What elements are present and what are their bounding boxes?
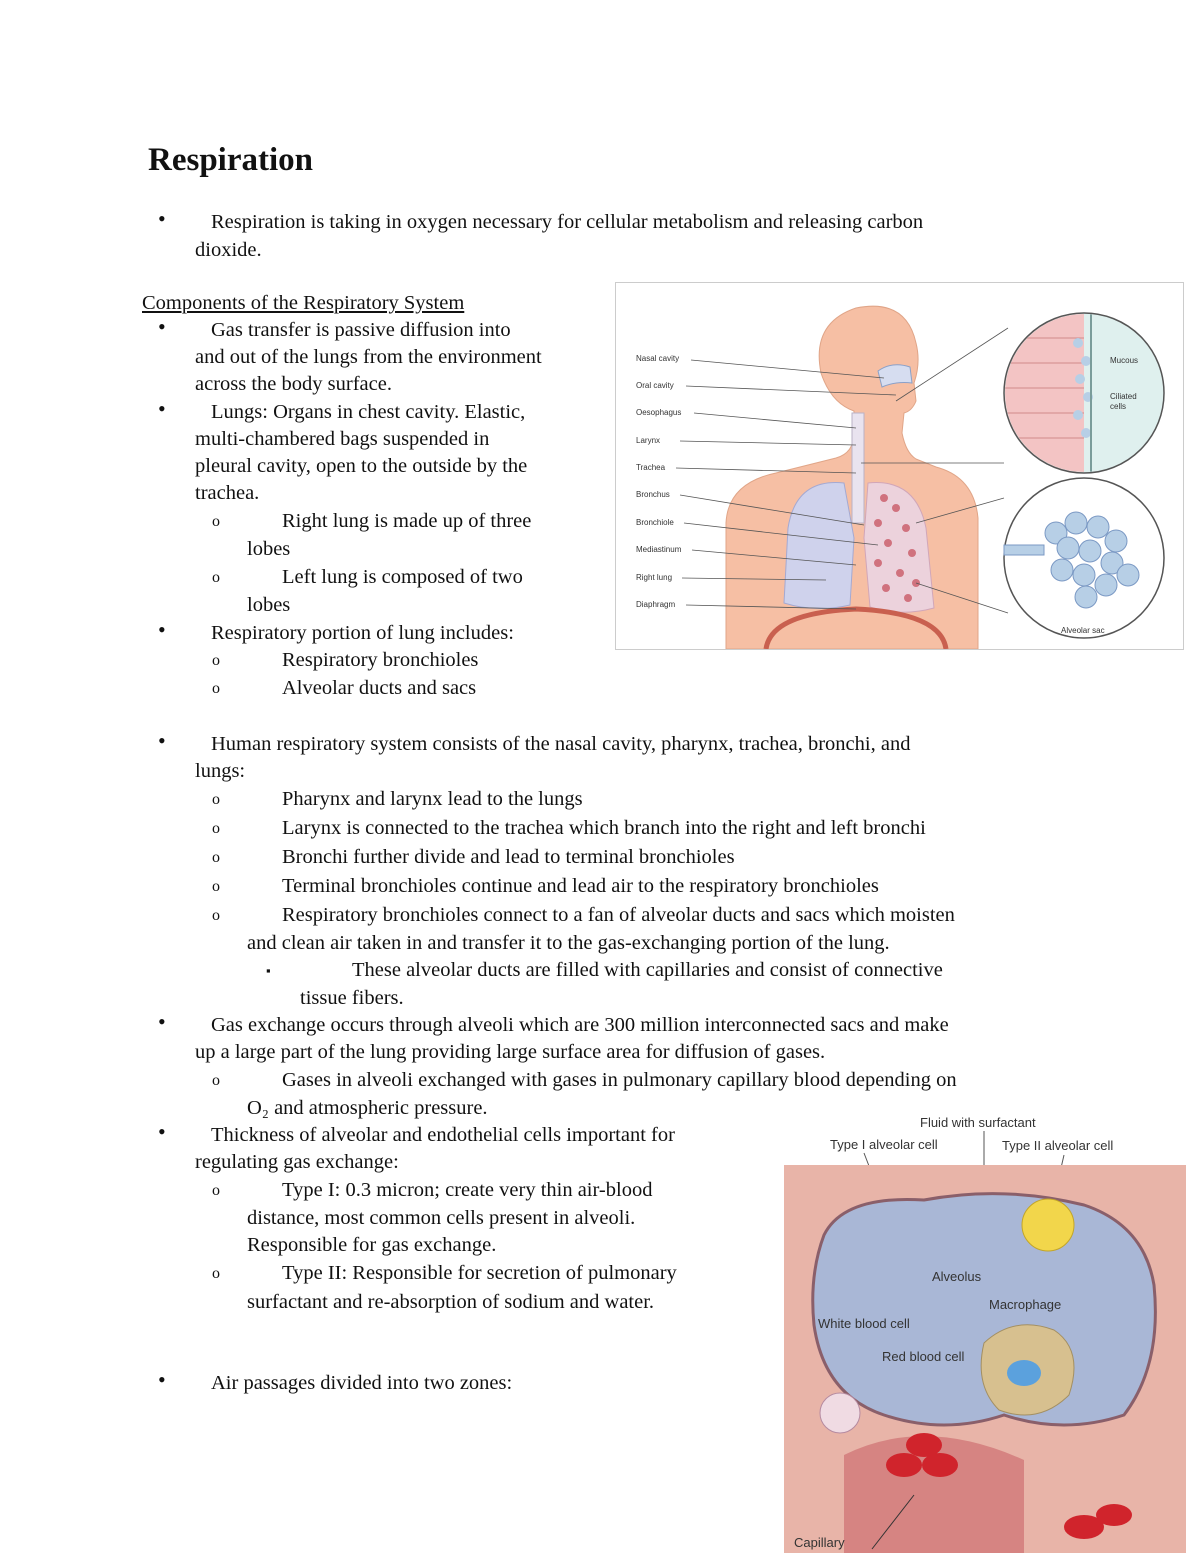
white-blood-cell [820,1393,860,1433]
list-item: Bronchi further divide and lead to terminal bronchioles [282,846,735,868]
list-item: Alveolar ducts and sacs [282,677,477,699]
list-item: lungs: [195,760,246,782]
section-heading: Components of the Respiratory System [142,292,465,314]
list-item: surfactant and re-absorption of sodium and water. [247,1291,655,1313]
bullet-disc: • [158,728,166,753]
label-fluid-surfactant: Fluid with surfactant [920,1115,1036,1130]
list-item: Respiratory bronchioles [282,649,479,671]
list-item: Respiratory bronchioles connect to a fan of alveolar ducts and sacs which moisten [282,904,955,926]
label-white-blood-cell: White blood cell [818,1316,910,1331]
list-item: tissue fibers. [300,987,404,1009]
bullet-disc: • [158,396,166,421]
list-item: Responsible for gas exchange. [247,1234,497,1256]
bullet-disc: • [158,1119,166,1144]
label-alveolar-sac: Alveolar sac [1061,626,1105,635]
list-item: across the body surface. [195,373,392,395]
bullet-circle: o [212,652,220,669]
list-item: lobes [247,538,291,560]
list-item: multi-chambered bags suspended in [195,428,490,450]
list-item: Pharynx and larynx lead to the lungs [282,788,583,810]
label-bronchus: Bronchus [636,490,670,499]
list-item: trachea. [195,482,260,504]
list-item: O₂ and atmospheric pressure. [247,1097,488,1119]
list-item: and out of the lungs from the environment [195,346,542,368]
label-type1-cell: Type I alveolar cell [830,1137,938,1152]
label-right-lung: Right lung [636,573,673,582]
bullet-disc: • [158,617,166,642]
bullet-circle: o [212,849,220,866]
respiratory-system-figure [615,282,1184,650]
list-item: and clean air taken in and transfer it to the gas-exchanging portion of the lung. [247,932,890,954]
list-item: up a large part of the lung providing large surface area for diffusion of gases. [195,1041,826,1063]
list-item: Gas exchange occurs through alveoli which are 300 million interconnected sacs and make [211,1014,949,1036]
trachea [852,413,864,523]
list-item: Larynx is connected to the trachea which branch into the right and left bronchi [282,817,926,839]
bullet-square: ▪ [266,963,271,978]
bullet-circle: o [212,1072,220,1089]
label-nasal-cavity: Nasal cavity [636,354,680,363]
macrophage-nucleus [1007,1360,1041,1386]
intro-line: Respiration is taking in oxygen necessary for cellular metabolism and releasing carbon [211,211,924,233]
list-item: Gas transfer is passive diffusion into [211,319,511,341]
bullet-disc: • [158,314,166,339]
type2-cell [1022,1199,1074,1251]
label-ciliated: Ciliated [1110,392,1137,401]
alveolus-lumen [813,1194,1156,1425]
list-item: Thickness of alveolar and endothelial cells important for [211,1124,675,1146]
bullet-circle: o [212,680,220,697]
label-type2-cell: Type II alveolar cell [1002,1138,1114,1153]
page-title: Respiration [148,142,313,178]
list-item: Human respiratory system consists of the nasal cavity, pharynx, trachea, bronchi, and [211,733,911,755]
list-item: Lungs: Organs in chest cavity. Elastic, [211,401,526,423]
bullet-circle: o [212,569,220,586]
list-item: distance, most common cells present in alveoli. [247,1207,636,1229]
bullet-circle: o [212,1182,220,1199]
bullet-circle: o [212,878,220,895]
cilia-detail-circle [1004,313,1164,473]
label-alveolus: Alveolus [932,1269,982,1284]
bullet-disc: • [158,206,166,231]
list-item: Respiratory portion of lung includes: [211,622,514,644]
list-item: Terminal bronchioles continue and lead air to the respiratory bronchioles [282,875,879,897]
label-bronchiole: Bronchiole [636,518,674,527]
list-item: Type I: 0.3 micron; create very thin air-blood [282,1179,653,1201]
list-item: regulating gas exchange: [195,1151,399,1173]
list-item: Air passages divided into two zones: [211,1372,513,1394]
alveolar-sac-circle [1004,478,1164,638]
label-oral-cavity: Oral cavity [636,381,674,390]
bullet-circle: o [212,1265,220,1282]
label-red-blood-cell: Red blood cell [882,1349,965,1364]
label-oesophagus: Oesophagus [636,408,682,417]
intro-line: dioxide. [195,239,262,261]
list-item: lobes [247,594,291,616]
label-mucous: Mucous [1110,356,1139,365]
list-item: These alveolar ducts are filled with capillaries and consist of connective [352,959,943,981]
bullet-circle: o [212,513,220,530]
list-item: Right lung is made up of three [282,510,532,532]
label-macrophage: Macrophage [989,1297,1062,1312]
list-item: pleural cavity, open to the outside by the [195,455,528,477]
bullet-circle: o [212,791,220,808]
label-larynx: Larynx [636,436,661,445]
label-capillary: Capillary [794,1535,845,1550]
alveolus-figure [784,1115,1186,1553]
bullet-circle: o [212,907,220,924]
label-diaphragm: Diaphragm [636,600,676,609]
bullet-disc: • [158,1367,166,1392]
list-item: Gases in alveoli exchanged with gases in pulmonary capillary blood depending on [282,1069,957,1091]
list-item: Left lung is composed of two [282,566,523,588]
label-cells: cells [1110,402,1127,411]
bullet-disc: • [158,1009,166,1034]
label-trachea: Trachea [636,463,666,472]
bullet-circle: o [212,820,220,837]
list-item: Type II: Responsible for secretion of pulmonary [282,1262,677,1284]
label-mediastinum: Mediastinum [636,545,682,554]
